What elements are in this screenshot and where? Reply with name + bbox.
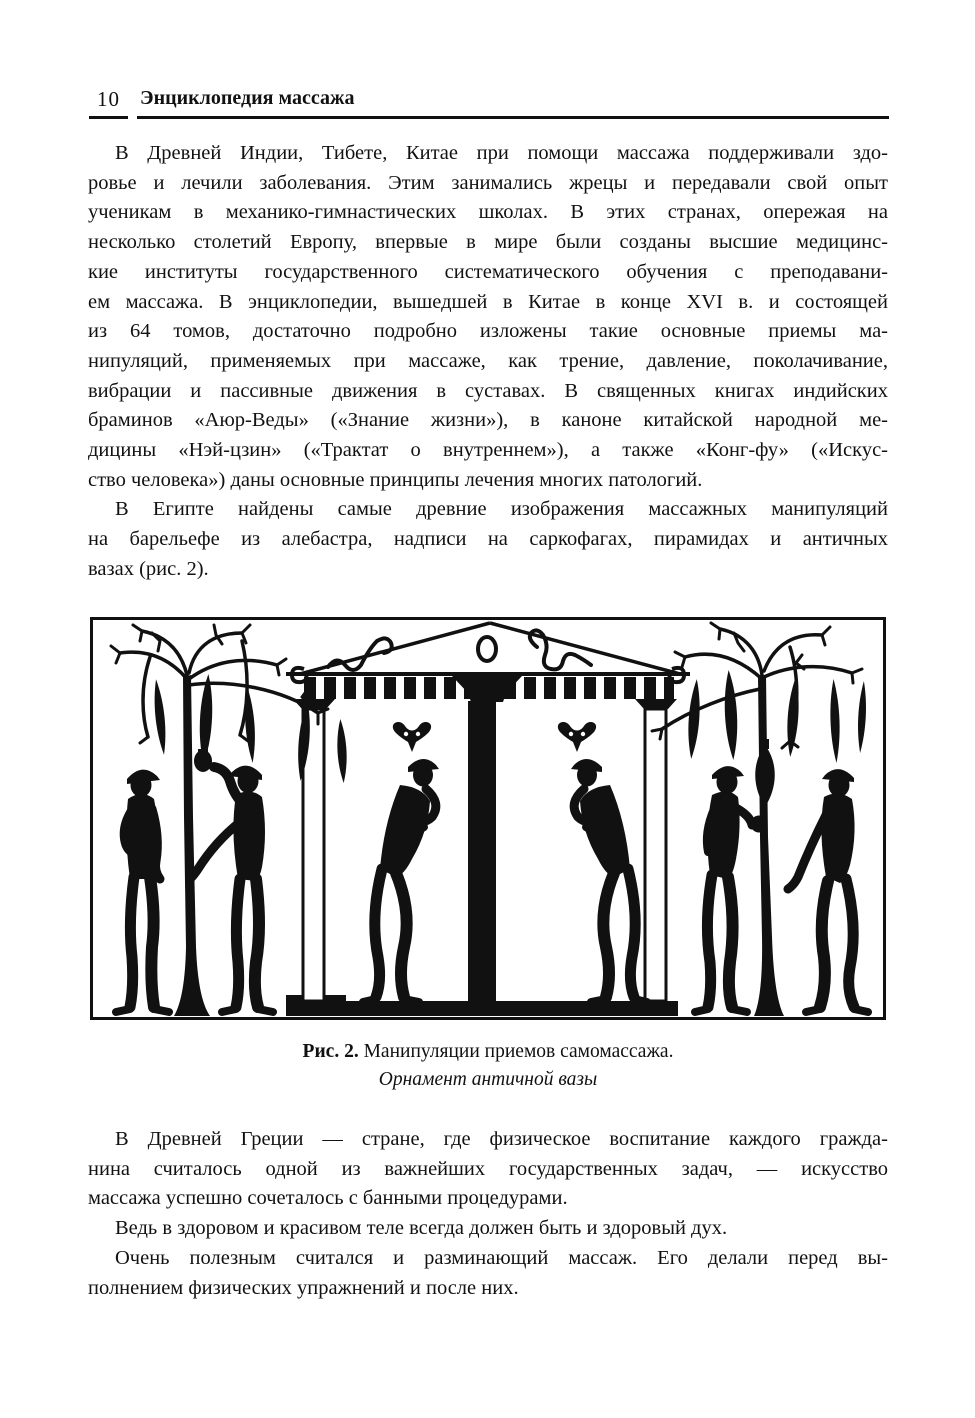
text-line: ученикам в механико-гимнастических школах. В этих странах, опережая на	[88, 201, 888, 224]
text-line: ем массажа. В энциклопедии, вышедшей в Китае в конце XVI в. и состоящей	[88, 290, 888, 313]
header-rule-long	[137, 116, 889, 119]
figure-caption-subtitle: Орнамент античной вазы	[378, 1069, 598, 1090]
body-text-bottom	[88, 1125, 888, 1303]
text-line: из 64 томов, достаточно подробно изложены такие основные приемы ма-	[88, 320, 888, 343]
text-line: ство человека») даны основные принципы лечения многих патологий.	[88, 468, 703, 491]
figure-caption	[88, 1038, 888, 1094]
page-number: 10	[97, 87, 120, 111]
text-line: на барельефе из алебастра, надписи на саркофагах, пирамидах и античных	[88, 528, 888, 551]
text-line: несколько столетий Европу, впервые в мире были созданы высшие медицинс-	[88, 231, 888, 254]
figure-2	[90, 617, 886, 1020]
text-line: вазах (рис. 2).	[88, 557, 209, 580]
text-line: В Древней Греции — стране, где физическое воспитание каждого гражда-	[115, 1128, 888, 1150]
figure-caption-label: Рис. 2.	[302, 1041, 359, 1062]
running-title: Энциклопедия массажа	[140, 87, 355, 109]
text-line: кие институты государственного систематического обучения с преподавани-	[88, 260, 888, 283]
text-line: массажа успешно сочеталось с банными процедурами.	[88, 1187, 568, 1210]
vase-ornament-illustration	[90, 617, 886, 1020]
text-line: В Древней Индии, Тибете, Китае при помощи массажа поддерживали здо-	[115, 142, 888, 164]
text-line: Очень полезным считался и разминающий массаж. Его делали перед вы-	[115, 1246, 888, 1269]
text-line: Ведь в здоровом и красивом теле всегда должен быть и здоровый дух.	[115, 1217, 728, 1240]
text-line: нина считалось одной из важнейших государственных задач, — искусство	[88, 1157, 888, 1180]
text-line: полнением физических упражнений и после них.	[88, 1276, 519, 1299]
body-text-top	[88, 139, 888, 585]
text-line: нипуляций, применяемых при массаже, как трение, давление, поколачивание,	[88, 349, 888, 372]
text-line: ровье и лечили заболевания. Этим занимались жрецы и передавали свой опыт	[88, 171, 888, 194]
text-line: вибрации и пассивные движения в суставах. В священных книгах индийских	[88, 379, 888, 402]
text-line: В Египте найдены самые древние изображения массажных манипуляций	[115, 498, 888, 521]
text-line: дицины «Нэй-цзин» («Трактат о внутреннем»), а также «Конг-фу» («Искус-	[88, 439, 888, 462]
header-rule-short	[89, 116, 128, 119]
text-line: браминов «Аюр-Веды» («Знание жизни»), в каноне китайской народной ме-	[88, 409, 888, 432]
figure-caption-title: Манипуляции приемов самомассажа.	[363, 1041, 674, 1062]
